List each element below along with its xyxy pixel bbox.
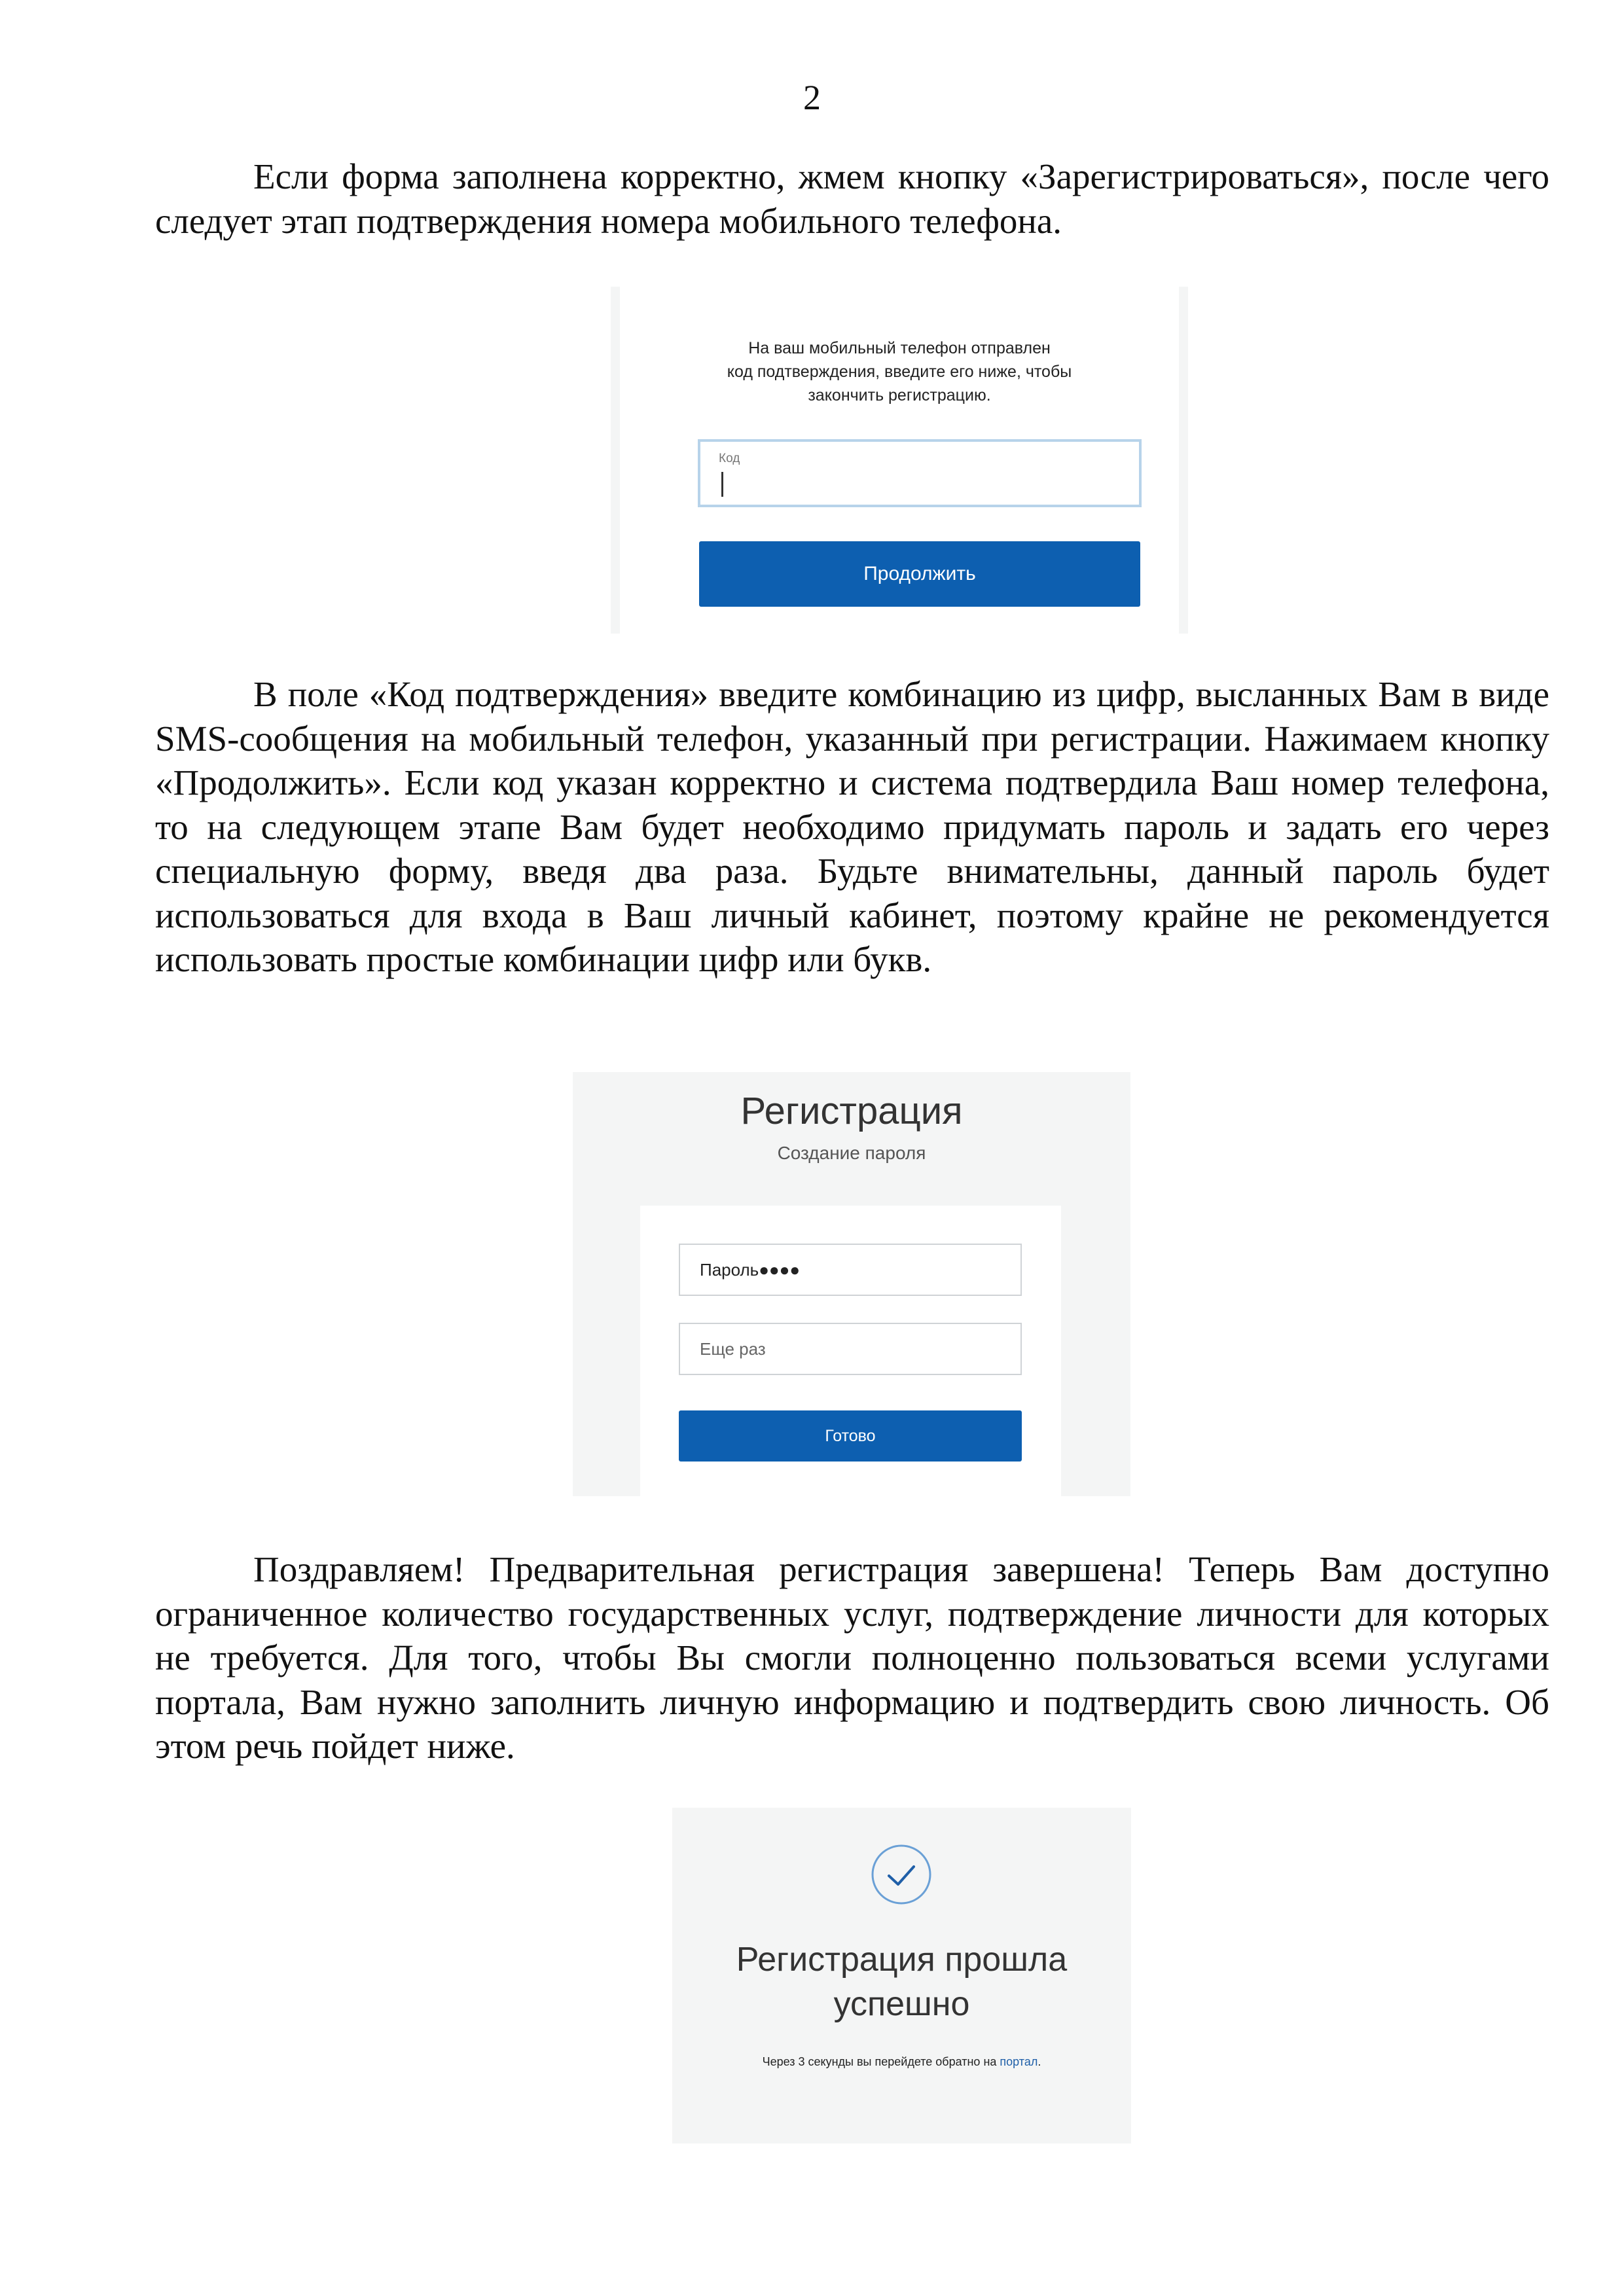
sms-confirmation-screenshot (611, 287, 1188, 634)
registration-subtitle: Создание пароля (777, 1143, 926, 1163)
page-number: 2 (803, 78, 821, 117)
continue-button[interactable]: Продолжить (699, 541, 1140, 607)
code-label: Код (719, 452, 740, 465)
done-button[interactable]: Готово (679, 1410, 1022, 1462)
registration-success-screenshot (672, 1808, 1131, 2144)
sms-sent-message: На ваш мобильный телефон отправлен код подтверждения, введите его ниже, чтобы закончить регистрацию. (727, 339, 1072, 404)
redirect-note-period: . (1038, 2055, 1041, 2068)
paragraph-submit-form: Если форма заполнена корректно, жмем кнопку «Зарегистрироваться», после чего следует этап подтверждения номера мобильного телефона. (155, 156, 1549, 241)
password-card (640, 1206, 1061, 1496)
password-repeat-placeholder: Еще раз (700, 1339, 766, 1359)
redirect-note (672, 2055, 1131, 2069)
redirect-note-text: Через 3 секунды вы перейдете обратно на (762, 2055, 1000, 2068)
checkmark-circle-icon (870, 1843, 933, 1906)
password-input[interactable] (679, 1244, 1022, 1296)
registration-title: Регистрация (740, 1090, 963, 1132)
code-input[interactable] (698, 439, 1142, 507)
portal-link[interactable]: портал (1000, 2055, 1038, 2068)
text-caret (721, 472, 723, 497)
password-repeat-input[interactable] (679, 1323, 1022, 1375)
paragraph-congratulations: Поздравляем! Предварительная регистрация завершена! Теперь Вам доступно ограниченное количество государственных услуг, подтверждение личности для которых не требуется. Для того, чтобы Вы смогли полноценно пользоваться всеми услугами портала, Вам нужно заполнить личную информацию и подтвердить свою личность. Об этом речь пойдет ниже. (155, 1549, 1549, 1766)
password-creation-screenshot (573, 1072, 1130, 1496)
paragraph-code-instructions: В поле «Код подтверждения» введите комбинацию из цифр, высланных Вам в виде SMS-сообщения на мобильный телефон, указанный при регистрации. Нажимаем кнопку «Продолжить». Если код указан корректно и система подтвердила Ваш номер телефона, то на следующем этапе Вам будет необходимо придумать пароль и задать его через специальную форму, введя два раза. Будьте внимательны, данный пароль будет использоваться для входа в Ваш личный кабинет, поэтому крайне не рекомендуется использовать простые комбинации цифр или букв. (155, 674, 1549, 979)
success-title: Регистрация прошла успешно (736, 1941, 1068, 2023)
password-value: Пароль●●●● (700, 1260, 801, 1280)
